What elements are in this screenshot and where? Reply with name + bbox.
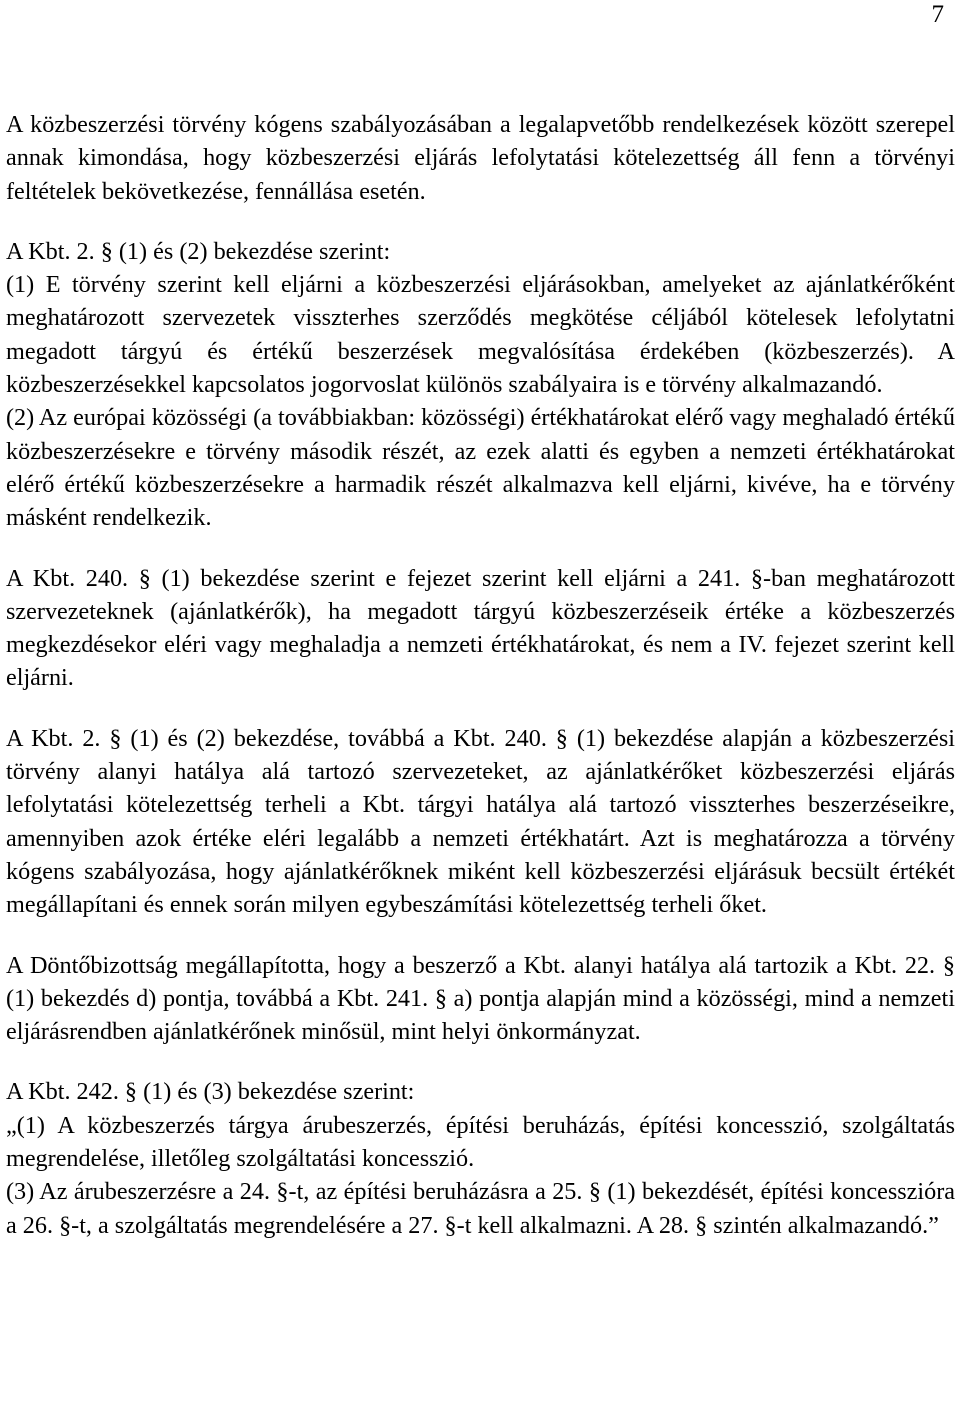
paragraph-kbt-242-heading: A Kbt. 242. § (1) és (3) bekezdése szerint: [6,1078,415,1106]
paragraph-kbt-242-1: „(1) A közbeszerzés tárgya árubeszerzés, építési beruházás, építési koncesszió, szolgáltatás megrendelése, illetőleg szolgáltatási koncesszió. [6,1111,955,1173]
paragraph-kbt-240: A Kbt. 240. § (1) bekezdése szerint e fejezet szerint kell eljárni a 241. §-ban meghatározott szervezeteknek (ajánlatkérők), ha megadott tárgyú közbeszerzéseik értéke a közbeszerzés megkezdésekor eléri vagy meghaladja a nemzeti értékhatárokat, és nem a IV. fejezet szerint kell eljárni. [6,564,955,692]
paragraph-intro: A közbeszerzési törvény kógens szabályozásában a legalapvetőbb rendelkezések között szerepel annak kimondása, hogy közbeszerzési eljárás lefolytatási kötelezettség áll fenn a törvényi feltételek bekövetkezése, fennállása esetén. [6,111,955,205]
paragraph-kbt-2-1: (1) E törvény szerint kell eljárni a közbeszerzési eljárásokban, amelyeket az ajánlatkérőként meghatározott szervezetek visszterhes szerződés megkötése céljából kötelesek lefolytatni megadott tárgyú és értékű beszerzések megvalósítása érdekében (közbeszerzés). A közbeszerzésekkel kapcsolatos jogorvoslat különös szabályaira is e törvény alkalmazandó. [6,271,955,399]
paragraph-kbt-2-heading: A Kbt. 2. § (1) és (2) bekezdése szerint: [6,237,391,265]
paragraph-kbt-2-240-analysis: A Kbt. 2. § (1) és (2) bekezdése, továbbá a Kbt. 240. § (1) bekezdése alapján a közbeszerzési törvény alanyi hatálya alá tartozó szervezeteket, az ajánlatkérőket közbeszerzési eljárás lefolytatási kötelezettség terheli a Kbt. tárgyi hatálya alá tartozó visszterhes beszerzéseikre, amennyiben azok értéke eléri legalább a nemzeti értékhatárt. Azt is meghatározza a törvény kógens szabályozása, hogy ajánlatkérőknek miként kell közbeszerzési eljárásuk becsült értékét megállapítani és ennek során milyen egybeszámítási kötelezettség terheli őket. [6,724,955,919]
document-body [6,108,955,1242]
paragraph-kbt-2-2: (2) Az európai közösségi (a továbbiakban: közösségi) értékhatárokat elérő vagy meghaladó értékű közbeszerzésekre e törvény második részét, az ezek alatti és egyben a nemzeti értékhatárokat elérő értékű közbeszerzésekre a harmadik részét alkalmazva kell eljárni, kivéve, ha e törvény másként rendelkezik. [6,404,955,532]
paragraph-dontobizottsag: A Döntőbizottság megállapította, hogy a beszerző a Kbt. alanyi hatálya alá tartozik a Kbt. 22. § (1) bekezdés d) pontja, továbbá a Kbt. 241. § a) pontja alapján mind a közösségi, mind a nemzeti eljárásrendben ajánlatkérőnek minősül, mint helyi önkormányzat. [6,951,955,1046]
paragraph-kbt-242-3: (3) Az árubeszerzésre a 24. §-t, az építési beruházásra a 25. § (1) bekezdését, építési koncesszióra a 26. §-t, a szolgáltatás megrendelésére a 27. §-t kell alkalmazni. A 28. § szintén alkalmazandó.” [6,1178,955,1239]
page-number: 7 [931,1,944,28]
